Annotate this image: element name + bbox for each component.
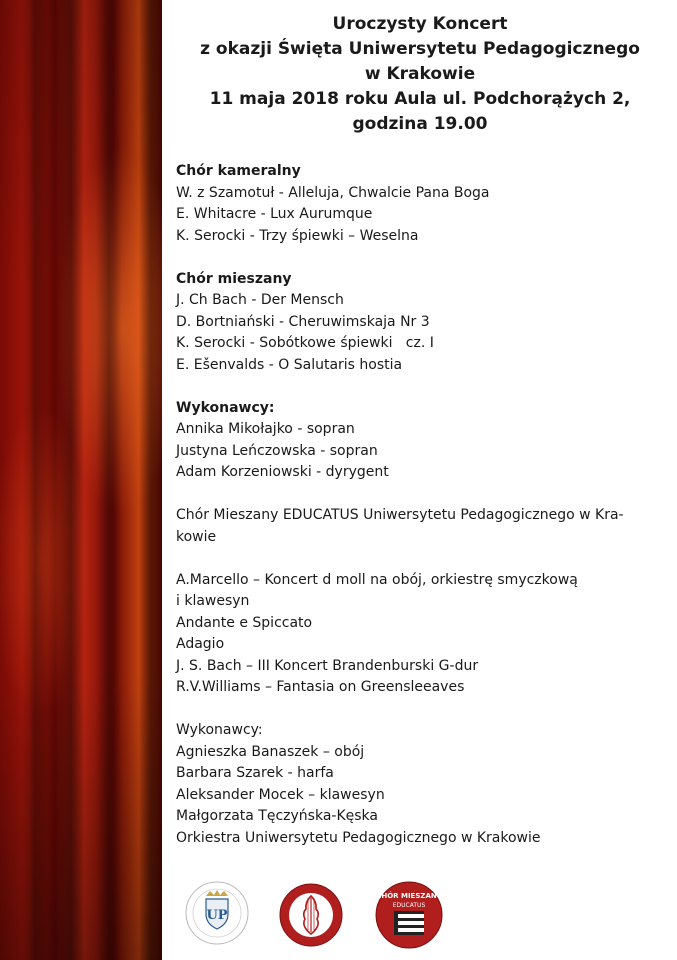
program (176, 161, 664, 849)
up-logo-text: UP (206, 908, 228, 923)
program-item: J. Ch Bach - Der Mensch (176, 292, 344, 308)
program-item: K. Serocki - Sobótkowe śpiewki cz. I (176, 335, 434, 351)
curtain-background (0, 0, 162, 960)
section-heading-wykonawcy-2: Wykonawcy: (176, 722, 263, 738)
choir-logo-text: CHÓR MIESZANY (376, 892, 442, 900)
university-crest-icon (184, 880, 250, 946)
performer-item: Annika Mikołajko - sopran (176, 421, 355, 437)
title-line-4: 11 maja 2018 roku Aula ul. Podchorążych 2, (209, 89, 631, 109)
choir-name-line: kowie (176, 528, 217, 545)
section-heading-chor-kameralny: Chór kameralny (176, 163, 301, 179)
program-item: E. Ešenvalds - O Salutaris hostia (176, 356, 403, 373)
title-line-5: godzina 19.00 (352, 114, 488, 134)
program-item: A.Marcello – Koncert d moll na obój, orkiestrę smyczkową (176, 571, 578, 588)
program-item: i klawesyn (176, 593, 250, 609)
title-line-1: Uroczysty Koncert (332, 14, 508, 34)
program-item: K. Serocki - Trzy śpiewki – Weselna (176, 227, 419, 244)
performer-item: Orkiestra Uniwersytetu Pedagogicznego w Krakowie (176, 829, 541, 846)
piano-keys-icon (394, 911, 424, 935)
choir-name-line: Chór Mieszany EDUCATUS Uniwersytetu Pedagogicznego w Kra- (176, 507, 624, 523)
title-line-3: w Krakowie (364, 64, 476, 84)
program-item: E. Whitacre - Lux Aurumque (176, 206, 373, 222)
performer-item: Agnieszka Banaszek – obój (176, 743, 365, 760)
program-item: Andante e Spiccato (176, 614, 313, 631)
performer-item: Justyna Leńczowska - sopran (176, 442, 378, 459)
program-item: D. Bortniański - Cheruwimskaja Nr 3 (176, 313, 430, 330)
choir-educatus-logo (374, 880, 444, 950)
performer-item: Małgorzata Tęczyńska-Kęska (176, 808, 378, 824)
program-item: R.V.Williams – Fantasia on Greensleeaves (176, 679, 465, 695)
program-item: W. z Szamotuł - Alleluja, Chwalcie Pana Boga (176, 184, 490, 201)
program-item: J. S. Bach – III Koncert Brandenburski G-dur (176, 657, 479, 674)
section-heading-chor-mieszany: Chór mieszany (176, 270, 292, 287)
performer-item: Aleksander Mocek – klawesyn (176, 786, 385, 803)
program-item: Adagio (176, 636, 225, 652)
poster-content (176, 12, 664, 849)
choir-logo-sub: EDUCATUS (392, 902, 426, 909)
title-line-2: z okazji Święta Uniwersytetu Pedagogicznego (200, 39, 640, 59)
logo-row (180, 880, 450, 952)
performer-item: Adam Korzeniowski - dyrygent (176, 464, 389, 480)
violin-icon (278, 882, 344, 948)
concert-title (176, 12, 664, 137)
section-heading-wykonawcy: Wykonawcy: (176, 399, 275, 416)
performer-item: Barbara Szarek - harfa (176, 765, 334, 781)
